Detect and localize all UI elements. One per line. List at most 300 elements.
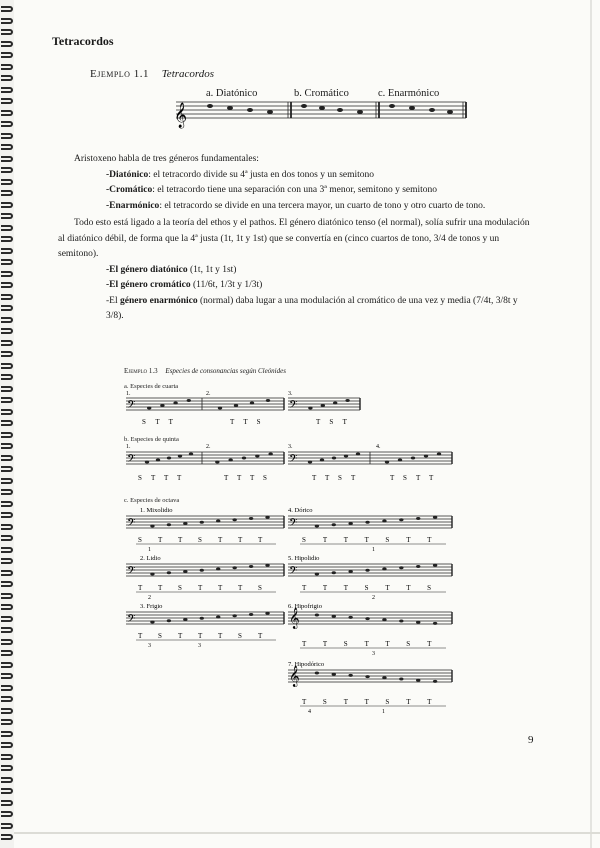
chromatic-definition: [58, 183, 536, 199]
octave-sub-number: 3: [198, 643, 201, 649]
octave-pattern: S: [198, 536, 202, 544]
octave-pattern: T: [198, 632, 203, 640]
binding-coil: [1, 834, 13, 840]
binding-coil: [1, 501, 13, 507]
page-bottom-edge: [14, 832, 600, 834]
note-head: [398, 459, 402, 462]
bass-clef-icon: 𝄢: [289, 452, 298, 467]
note-head: [150, 621, 154, 624]
enharmonic-definition: [58, 199, 536, 215]
binding-coil: [1, 662, 13, 668]
note-head: [189, 453, 193, 456]
genre-diatonic-term: -El género diatónico: [106, 264, 188, 275]
binding-coil: [1, 351, 13, 357]
octave-pattern: S: [302, 536, 306, 544]
octave-pattern: T: [198, 584, 203, 592]
fifth-pattern: T: [237, 474, 242, 482]
note-head: [200, 617, 204, 620]
binding-coil: [1, 202, 13, 208]
octave-pattern: T: [258, 632, 263, 640]
note-head: [382, 676, 386, 679]
note-head: [332, 571, 336, 574]
binding-coil: [1, 742, 13, 748]
body-text: [58, 152, 536, 325]
example-1-1-notes: [207, 104, 453, 114]
octave-pattern: T: [322, 584, 328, 592]
octave-sub-number: 2: [148, 595, 151, 601]
binding-coil: [1, 363, 13, 369]
binding-coil: [1, 558, 13, 564]
octave-pattern: T: [218, 536, 223, 544]
binding-coil: [1, 466, 13, 472]
species-number: 2.: [206, 391, 211, 397]
note-head: [200, 521, 204, 524]
binding-coil: [1, 535, 13, 541]
note-head: [183, 618, 187, 621]
binding-coil: [1, 87, 13, 93]
example-1-3-staves: [118, 390, 458, 726]
octave-pattern: S: [385, 536, 390, 544]
note-head: [399, 678, 403, 681]
binding-coil: [1, 443, 13, 449]
octave-pattern: S: [322, 698, 327, 706]
octave-pattern: T: [385, 584, 390, 592]
fifth-pattern: T: [416, 474, 421, 482]
binding-coil: [1, 236, 13, 242]
note-head: [365, 569, 369, 572]
octave-pattern: T: [343, 536, 348, 544]
note-head: [348, 522, 352, 525]
bass-clef-icon: 𝄢: [127, 564, 136, 579]
binding-coil: [1, 340, 13, 346]
fourth-pattern: T: [342, 418, 347, 426]
note-head: [356, 453, 360, 456]
binding-coil: [1, 696, 13, 702]
fourth-pattern: S: [142, 418, 146, 426]
species-number: 4.: [376, 444, 381, 450]
note-head: [232, 518, 236, 521]
binding-coil: [1, 386, 13, 392]
note-head: [399, 518, 403, 521]
note-head: [216, 520, 220, 523]
octave-staff-hipolidio: [288, 555, 452, 601]
octave-pattern: T: [158, 536, 163, 544]
binding-coil: [1, 6, 13, 12]
bass-clef-icon: 𝄢: [127, 398, 136, 413]
fourth-pattern: T: [155, 418, 160, 426]
tetrachord-label-chromatic: b. Cromático: [294, 88, 349, 99]
note-head: [145, 461, 149, 464]
octave-pattern: T: [427, 536, 432, 544]
binding-coil: [1, 420, 13, 426]
octave-pattern: S: [343, 640, 348, 648]
note-head: [156, 459, 160, 462]
fifth-pattern: S: [263, 474, 267, 482]
octave-species-label: 6. Hipofrigio: [288, 603, 322, 610]
binding-coil: [1, 708, 13, 714]
binding-coil: [1, 524, 13, 530]
note-head: [332, 523, 336, 526]
octave-species-label: 3. Frigio: [140, 603, 163, 610]
binding-coil: [1, 98, 13, 104]
binding-coil: [1, 409, 13, 415]
fifth-pattern: T: [351, 474, 356, 482]
note-head: [167, 523, 171, 526]
note-head: [232, 566, 236, 569]
binding-coil: [1, 627, 13, 633]
fifth-pattern: T: [177, 474, 182, 482]
treble-clef-icon: 𝄞: [289, 608, 300, 628]
binding-coil: [1, 432, 13, 438]
octave-staff-hipodorico: [288, 661, 452, 715]
octave-staff-dórico: [288, 507, 452, 553]
note-head: [216, 616, 220, 619]
genre-chromatic-text: (11/6t, 1/3t y 1/3t): [190, 280, 263, 290]
binding-coil: [1, 570, 13, 576]
bass-clef-icon: 𝄢: [127, 452, 136, 467]
fifths-staff-left: [126, 444, 284, 482]
octave-staff-frigio: [126, 603, 284, 649]
note-head: [167, 619, 171, 622]
note-head: [183, 570, 187, 573]
binding-coil: [1, 121, 13, 127]
octave-species-label: 7. Hipodórico: [288, 661, 325, 668]
binding-coil: [1, 616, 13, 622]
treble-clef-icon: 𝄞: [289, 666, 300, 686]
binding-coil: [1, 271, 13, 277]
note-head: [232, 614, 236, 617]
binding-coil: [1, 731, 13, 737]
fifth-pattern: T: [151, 474, 156, 482]
example-1-1-staff: [170, 96, 470, 136]
binding-coil: [1, 305, 13, 311]
octave-pattern: S: [406, 640, 411, 648]
bass-clef-icon: 𝄢: [127, 516, 136, 531]
binding-coil: [1, 685, 13, 691]
octave-pattern: T: [364, 698, 369, 706]
note-head: [308, 461, 312, 464]
example-1-3-label: Ejemplo 1.3: [124, 367, 158, 375]
binding-coil: [1, 110, 13, 116]
note-head: [344, 455, 348, 458]
binding-coil: [1, 317, 13, 323]
octave-pattern: S: [178, 584, 182, 592]
note-head: [348, 616, 352, 619]
binding-coil: [1, 593, 13, 599]
fifths-heading: b. Especies de quinta: [124, 436, 179, 443]
octave-species-label: 4. Dórico: [288, 507, 313, 514]
octave-pattern: T: [302, 698, 307, 706]
chromatic-text: : el tetracordo tiene una separación con una 3ª menor, semitono y semitono: [152, 185, 438, 195]
octave-sub-number: 3: [372, 651, 375, 657]
fourth-pattern: T: [243, 418, 248, 426]
spiral-binding: [0, 6, 16, 842]
enharmonic-text: : el tetracordo se divide en una tercera mayor, un cuarto de tono y otro cuarto de tono.: [159, 200, 486, 211]
enharmonic-term: -Enarmónico: [106, 200, 160, 211]
binding-coil: [1, 754, 13, 760]
note-head: [433, 680, 437, 683]
note-head: [332, 673, 336, 676]
note-head: [345, 399, 349, 402]
binding-coil: [1, 41, 13, 47]
octave-pattern: T: [406, 584, 411, 592]
note-head: [216, 568, 220, 571]
page-number: 9: [528, 734, 534, 746]
binding-coil: [1, 52, 13, 58]
note-head: [234, 404, 238, 407]
note-head: [332, 457, 336, 460]
octave-sub-number: 2: [372, 595, 375, 601]
binding-coil: [1, 604, 13, 610]
binding-coil: [1, 489, 13, 495]
species-number: 3.: [288, 391, 293, 397]
bass-clef-icon: 𝄢: [289, 516, 298, 531]
species-number: 1.: [126, 444, 131, 450]
octaves-heading: c. Especies de octava: [124, 497, 180, 504]
octave-sub-number: 4: [308, 709, 311, 715]
binding-coil: [1, 75, 13, 81]
note-head: [250, 402, 254, 405]
octave-pattern: T: [385, 640, 390, 648]
binding-coil: [1, 788, 13, 794]
octave-pattern: T: [322, 536, 328, 544]
binding-coil: [1, 156, 13, 162]
octave-pattern: T: [138, 584, 143, 592]
octave-sub-number: 1: [382, 709, 385, 715]
octave-pattern: T: [302, 640, 307, 648]
binding-coil: [1, 64, 13, 70]
note-head: [173, 402, 177, 405]
binding-coil: [1, 144, 13, 150]
binding-coil: [1, 18, 13, 24]
ethos-paragraph: Todo esto está ligado a la teoría del ethos y el pathos. El género diatónico tenso (el normal), solía sufrir una modulación al diatónico débil, de forma que la 4ª justa (1t, 1t y 1st) que se convertía en (cinco cuartos de tono, 3/4 de tonos y un semitono).: [58, 218, 530, 259]
note-head: [160, 404, 164, 407]
note-head: [187, 399, 191, 402]
fifth-pattern: T: [312, 474, 317, 482]
species-number: 1.: [126, 391, 131, 397]
note-head: [249, 517, 253, 520]
binding-coil: [1, 581, 13, 587]
genre-enharmonic-prefix: -El: [106, 295, 120, 306]
octave-staff-hipofrigio: [288, 603, 452, 657]
fifth-pattern: T: [429, 474, 434, 482]
diatonic-definition: [58, 168, 536, 184]
binding-coil: [1, 213, 13, 219]
note-head: [416, 565, 420, 568]
binding-coil: [1, 547, 13, 553]
binding-coil: [1, 294, 13, 300]
binding-coil: [1, 455, 13, 461]
diatonic-text: : el tetracordo divide su 4ª justa en dos tonos y un semitono: [148, 169, 375, 180]
genre-chromatic-line: [58, 278, 536, 294]
binding-coil: [1, 133, 13, 139]
genre-enharmonic-line: [58, 294, 536, 325]
binding-coil: [1, 397, 13, 403]
note-head: [333, 402, 337, 405]
octave-pattern: T: [427, 640, 432, 648]
binding-coil: [1, 823, 13, 829]
octave-pattern: T: [343, 584, 348, 592]
note-head: [332, 615, 336, 618]
octave-pattern: T: [258, 536, 263, 544]
octave-pattern: S: [138, 536, 142, 544]
note-head: [147, 407, 151, 410]
octave-pattern: S: [364, 584, 369, 592]
fifth-pattern: T: [224, 474, 229, 482]
note-head: [315, 525, 319, 528]
octave-species-label: 1. Mixolidio: [140, 507, 173, 514]
note-head: [315, 573, 319, 576]
octave-pattern: T: [238, 584, 243, 592]
treble-clef-icon: 𝄞: [174, 102, 188, 127]
note-head: [308, 407, 312, 410]
octave-pattern: S: [258, 584, 262, 592]
octave-pattern: S: [385, 698, 390, 706]
note-head: [382, 568, 386, 571]
note-head: [215, 461, 219, 464]
binding-coil: [1, 650, 13, 656]
note-head: [315, 614, 319, 617]
note-head: [424, 455, 428, 458]
note-head: [416, 679, 420, 682]
note-head: [348, 570, 352, 573]
octave-pattern: T: [343, 698, 348, 706]
binding-coil: [1, 190, 13, 196]
octave-pattern: T: [427, 698, 432, 706]
example-1-1-caption: [90, 68, 214, 80]
note-head: [320, 459, 324, 462]
fourth-pattern: T: [230, 418, 235, 426]
octave-pattern: T: [238, 536, 243, 544]
note-head: [167, 571, 171, 574]
note-head: [218, 407, 222, 410]
diatonic-term: -Diatónico: [106, 169, 149, 180]
fifth-pattern: T: [164, 474, 169, 482]
octave-pattern: S: [158, 632, 162, 640]
note-head: [265, 612, 269, 615]
note-head: [382, 520, 386, 523]
binding-coil: [1, 673, 13, 679]
fifths-staff-right: [288, 444, 452, 482]
fifth-pattern: T: [390, 474, 395, 482]
intro-line: Aristoxeno habla de tres géneros fundamentales:: [74, 154, 259, 164]
binding-coil: [1, 179, 13, 185]
fourth-pattern: S: [329, 418, 334, 426]
fourth-pattern: T: [316, 418, 321, 426]
bass-clef-icon: 𝄢: [289, 564, 298, 579]
genre-chromatic-term: -El género cromático: [106, 280, 191, 290]
species-number: 2.: [206, 444, 211, 450]
species-number: 3.: [288, 444, 293, 450]
note-head: [416, 621, 420, 624]
note-head: [433, 622, 437, 625]
octave-pattern: T: [406, 536, 411, 544]
binding-coil: [1, 800, 13, 806]
note-head: [255, 455, 259, 458]
note-head: [433, 516, 437, 519]
binding-coil: [1, 811, 13, 817]
note-head: [348, 674, 352, 677]
note-head: [242, 457, 246, 460]
octave-pattern: T: [158, 584, 163, 592]
note-head: [150, 525, 154, 528]
example-title: Tetracordos: [161, 68, 215, 80]
note-head: [365, 521, 369, 524]
octave-sub-number: 1: [148, 547, 151, 553]
genre-diatonic-text: (1t, 1t y 1st): [187, 264, 237, 275]
note-head: [249, 565, 253, 568]
binding-coil: [1, 374, 13, 380]
binding-coil: [1, 167, 13, 173]
octave-sub-number: 3: [148, 643, 151, 649]
note-head: [249, 613, 253, 616]
genre-diatonic-line: [58, 263, 536, 279]
binding-coil: [1, 512, 13, 518]
bass-clef-icon: 𝄢: [127, 612, 136, 627]
octave-staff-mixolidio: [126, 507, 284, 553]
note-head: [399, 620, 403, 623]
octave-pattern: T: [322, 640, 328, 648]
octave-pattern: T: [364, 536, 369, 544]
note-head: [437, 453, 441, 456]
note-head: [183, 522, 187, 525]
note-head: [365, 617, 369, 620]
binding-coil: [1, 719, 13, 725]
binding-coil: [1, 328, 13, 334]
note-head: [321, 404, 325, 407]
note-head: [265, 564, 269, 567]
octave-pattern: T: [302, 584, 307, 592]
note-head: [265, 516, 269, 519]
octave-pattern: T: [218, 632, 223, 640]
octave-staff-lidio: [126, 555, 284, 601]
note-head: [228, 459, 232, 462]
example-label: Ejemplo 1.1: [90, 68, 149, 80]
fourth-pattern: S: [256, 418, 261, 426]
note-head: [167, 457, 171, 460]
fourth-pattern: T: [168, 418, 173, 426]
octave-pattern: T: [364, 640, 369, 648]
fifth-pattern: T: [325, 474, 330, 482]
octave-pattern: T: [218, 584, 223, 592]
fifth-pattern: T: [250, 474, 255, 482]
fifth-pattern: S: [403, 474, 407, 482]
fourths-staff-right: [288, 391, 360, 426]
fifth-pattern: S: [338, 474, 342, 482]
fifth-pattern: S: [138, 474, 142, 482]
octave-pattern: S: [238, 632, 242, 640]
note-head: [433, 564, 437, 567]
fourths-staff-left: [126, 391, 284, 426]
binding-coil: [1, 225, 13, 231]
tetrachord-label-enharmonic: c. Enarmónico: [378, 88, 440, 99]
tetrachord-label-diatonic: a. Diatónico: [206, 88, 258, 99]
binding-coil: [1, 478, 13, 484]
note-head: [399, 566, 403, 569]
octave-pattern: T: [138, 632, 143, 640]
note-head: [365, 675, 369, 678]
octave-species-label: 5. Hipolidio: [288, 555, 320, 562]
octave-pattern: T: [178, 632, 183, 640]
note-head: [266, 399, 270, 402]
binding-coil: [1, 777, 13, 783]
octave-species-label: 2. Lidio: [140, 555, 161, 562]
note-head: [411, 457, 415, 460]
binding-coil: [1, 259, 13, 265]
binding-coil: [1, 29, 13, 35]
binding-coil: [1, 282, 13, 288]
octave-pattern: S: [427, 584, 432, 592]
